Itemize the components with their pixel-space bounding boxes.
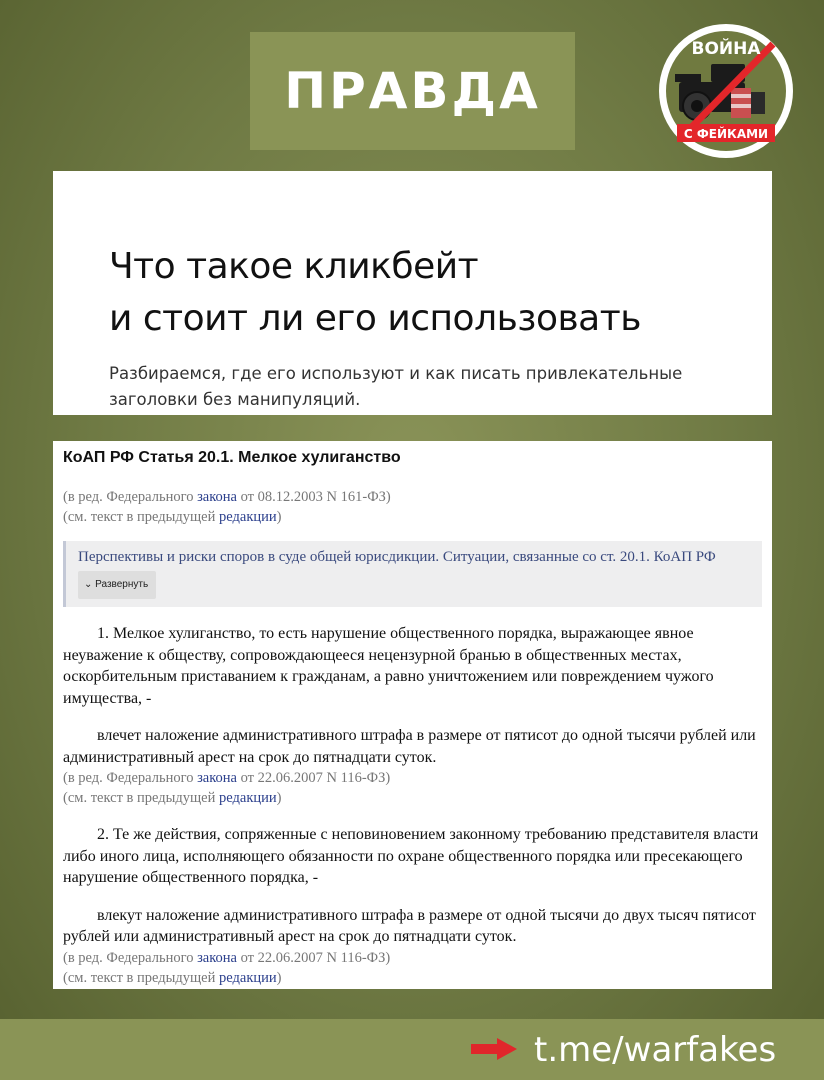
article-screenshot bbox=[53, 171, 772, 415]
article-headline bbox=[109, 241, 772, 345]
expand-button[interactable]: ⌄ Развернуть bbox=[78, 571, 156, 599]
article-subtitle: Разбираемся, где его используют и как писать привлекательные заголовки без манипуляций. bbox=[109, 364, 683, 409]
telegram-link[interactable]: t.me/warfakes bbox=[534, 1030, 777, 1070]
headline-line-2: и стоит ли его использовать bbox=[109, 298, 641, 339]
law-title: КоАП РФ Статья 20.1. Мелкое хулиганство bbox=[63, 449, 401, 466]
revision-note: (в ред. Федерального закона от 08.12.2003 N 161-ФЗ) bbox=[63, 489, 391, 505]
law-paragraph-2: 2. Те же действия, сопряженные с неповиновением законному требованию представителя власти либо иного лица, исполняющего обязанности по охране общественного порядка или пресекающего нарушение общественного порядка, - bbox=[63, 826, 759, 886]
revision-link[interactable]: редакции bbox=[219, 509, 277, 525]
chevron-down-icon: ⌄ bbox=[84, 579, 96, 590]
verdict-label: ПРАВДА bbox=[284, 62, 541, 120]
revision-link[interactable]: редакции bbox=[219, 790, 277, 806]
verdict-badge bbox=[250, 32, 575, 150]
practice-note-text[interactable]: Перспективы и риски споров в суде общей юрисдикции. Ситуации, связанные со ст. 20.1. КоАП РФ bbox=[78, 549, 716, 565]
law-penalty-1: влечет наложение административного штрафа в размере от пятисот до одной тысячи рублей или административный арест на срок до пятнадцати суток. bbox=[63, 727, 756, 766]
logo-top-text: ВОЙНА bbox=[691, 39, 761, 59]
arrow-right-icon bbox=[471, 1038, 517, 1060]
revision-note: (в ред. Федерального закона от 22.06.2007 N 116-ФЗ) bbox=[63, 949, 391, 966]
previous-text-note: (см. текст в предыдущей редакции) bbox=[63, 790, 282, 806]
previous-text-note: (см. текст в предыдущей редакции) bbox=[63, 969, 282, 986]
camera-emblem-icon bbox=[657, 22, 795, 160]
revision-note: (в ред. Федерального закона от 22.06.2007 N 116-ФЗ) bbox=[63, 770, 391, 786]
law-link[interactable]: закона bbox=[197, 949, 237, 966]
logo-bottom-text: С ФЕЙКАМИ bbox=[683, 127, 769, 141]
law-paragraph-1: 1. Мелкое хулиганство, то есть нарушение общественного порядка, выражающее явное неуважение к обществу, сопровождающееся нецензурной бранью в общественных местах, оскорбительным приставанием к гражданам, а равно уничтожением или повреждением чужого имущества, - bbox=[63, 625, 714, 707]
law-link[interactable]: закона bbox=[197, 770, 237, 786]
law-penalty-2: влекут наложение административного штрафа в размере от одной тысячи до двух тысяч пятисот рублей или административный арест на срок до пятнадцати суток. bbox=[63, 906, 756, 945]
practice-note-box bbox=[63, 541, 762, 607]
law-screenshot bbox=[53, 441, 772, 989]
previous-text-note: (см. текст в предыдущей редакции) bbox=[63, 509, 282, 525]
law-link[interactable]: закона bbox=[197, 489, 237, 505]
headline-line-1: Что такое кликбейт bbox=[109, 246, 479, 287]
revision-link[interactable]: редакции bbox=[219, 969, 277, 986]
